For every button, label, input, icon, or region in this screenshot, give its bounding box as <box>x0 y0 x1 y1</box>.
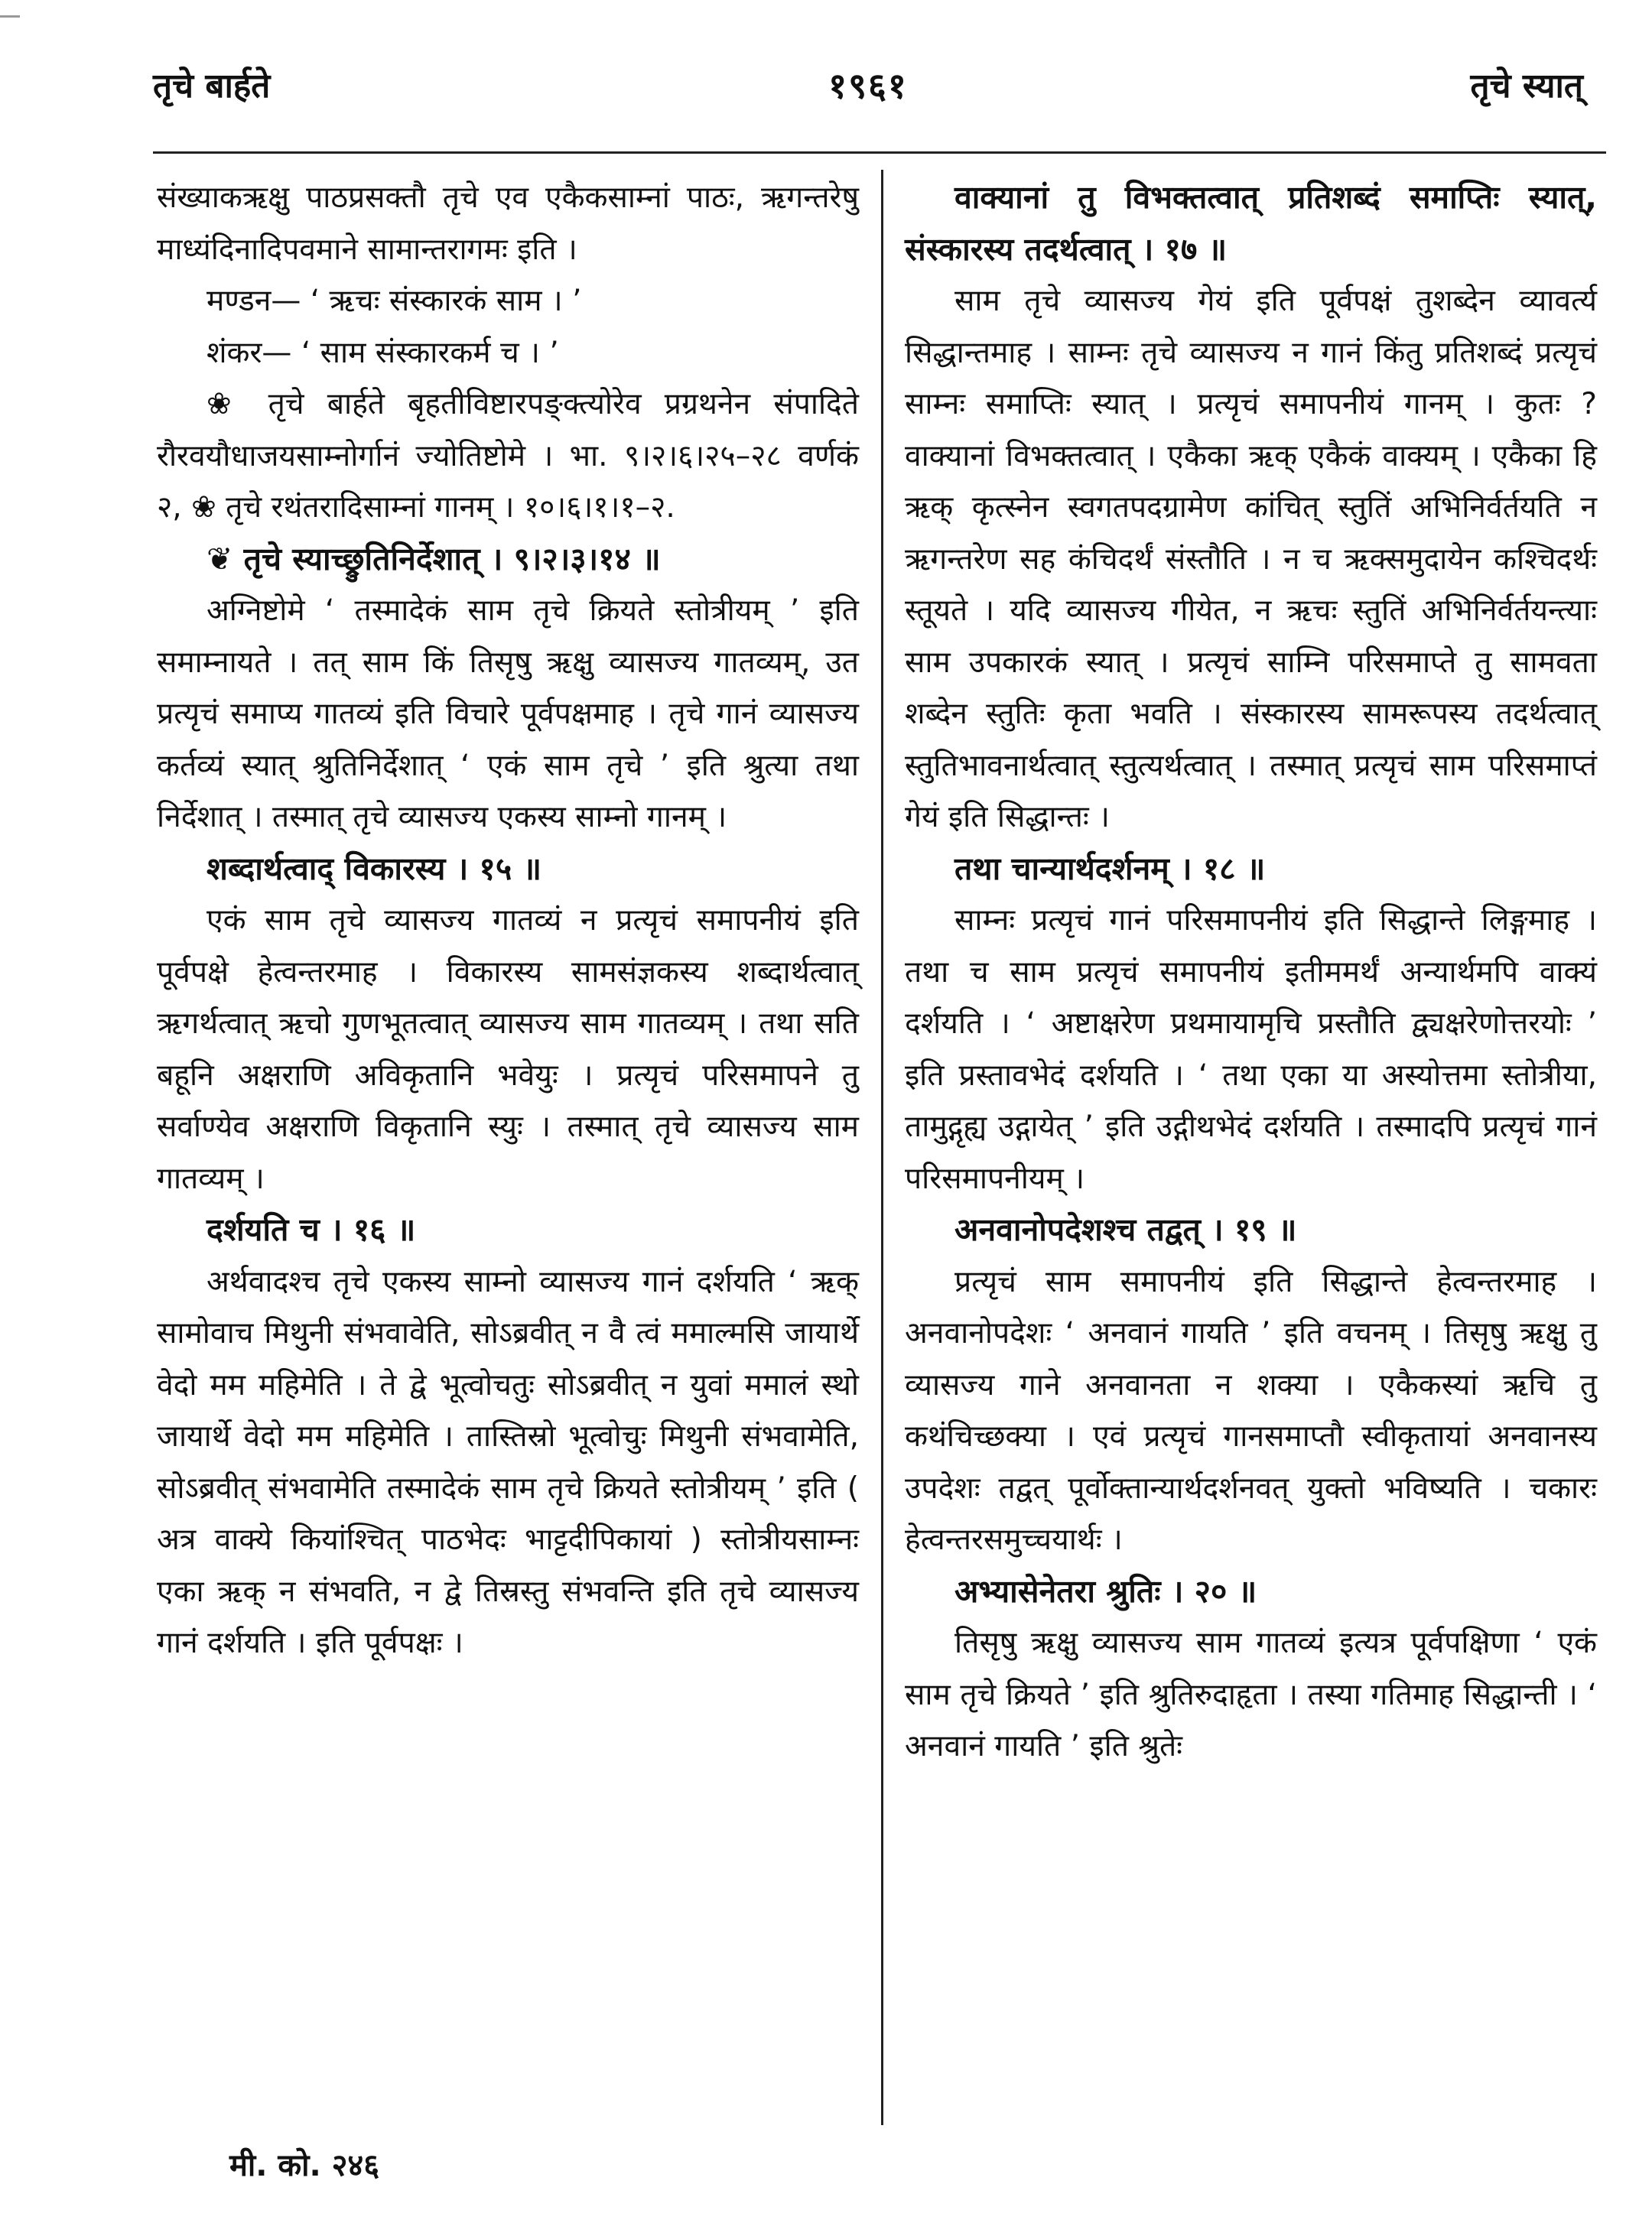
left-column <box>157 172 859 1669</box>
column-divider <box>881 170 883 2125</box>
paragraph: तिसृषु ऋक्षु व्यासज्य साम गातव्यं इत्यत्र पूर्वपक्षिणा ‘ एकं साम तृचे क्रियते ’ इति श्रुतिरुदाहृता । तस्या गतिमाह सिद्धान्ती । ‘ अनवानं गायति ’ इति श्रुतेः <box>905 1626 1597 1763</box>
sutra-heading: दर्शयति च । १६ ॥ <box>206 1211 416 1248</box>
running-head-right: तृचे स्यात् <box>1470 67 1583 106</box>
right-column <box>905 172 1597 1773</box>
footer-signature: मी. को. २४६ <box>229 2148 380 2183</box>
paragraph: अर्थवादश्च तृचे एकस्य साम्नो व्यासज्य गानं दर्शयति ‘ ऋक् सामोवाच मिथुनी संभवावेति, सोऽब्रवीत् न वै त्वं ममाल्मसि जायार्थे वेदो मम महिमेति । ते द्वे भूत्वोचतुः सोऽब्रवीत् न युवां ममालं स्थो जायार्थे वेदो मम महिमेति । तास्तिस्रो भूत्वोचुः मिथुनी संभवामेति, सोऽब्रवीत् संभवामेति तस्मादेकं साम तृचे क्रियते स्तोत्रीयम् ’ इति ( अत्र वाक्ये कियांश्चित् पाठभेदः भाट्टदीपिकायां ) स्तोत्रीयसाम्नः एका ऋक् न संभवति, न द्वे तिस्रस्तु संभवन्ति इति तृचे व्यासज्य गानं दर्शयति । इति पूर्वपक्षः । <box>157 1264 859 1660</box>
sutra-heading: शब्दार्थत्वाद् विकारस्य । १५ ॥ <box>206 850 542 887</box>
page-header <box>153 61 1583 130</box>
sutra-heading: अभ्यासेनेतरा श्रुतिः । २० ॥ <box>954 1572 1257 1610</box>
running-head-left: तृचे बार्हते <box>153 67 271 106</box>
paragraph: संख्याकऋक्षु पाठप्रसक्तौ तृचे एव एकैकसाम्नां पाठः, ऋगन्तरेषु माध्यंदिनादिपवमाने सामान्तरागमः इति । <box>157 180 859 267</box>
paragraph: प्रत्यृचं साम समापनीयं इति सिद्धान्ते हेत्वन्तरमाह । अनवानोपदेशः ‘ अनवानं गायति ’ इति वचनम् । तिसृषु ऋक्षु तु व्यासज्य गाने अनवानता न शक्या । एकैकस्यां ऋचि तु कथंचिच्छक्या । एवं प्रत्यृचं गानसमाप्तौ स्वीकृतायां अनवानस्य उपदेशः तद्वत् पूर्वोक्तान्यार्थदर्शनवत् युक्तो भविष्यति । चकारः हेत्वन्तरसमुच्चयार्थः । <box>905 1264 1597 1557</box>
sutra-heading: तथा चान्यार्थदर्शनम् । १८ ॥ <box>954 850 1266 887</box>
paragraph: ❀ तृचे बार्हते बृहतीविष्टारपङ्क्त्योरेव प्रग्रथनेन संपादिते रौरवयौधाजयसाम्नोर्गानं ज्योतिष्टोमे । भा. ९।२।६।२५–२८ वर्णकं २, ❀ तृचे रथंतरादिसाम्नां गानम् । १०।६।१।१–२. <box>157 387 859 525</box>
paragraph: शंकर— ‘ साम संस्कारकर्म च । ’ <box>206 335 559 370</box>
page-number: १९६१ <box>828 65 908 106</box>
paragraph: साम तृचे व्यासज्य गेयं इति पूर्वपक्षं तुशब्देन व्यावर्त्य सिद्धान्तमाह । साम्नः तृचे व्यासज्य न गानं किंतु प्रतिशब्दं प्रत्यृचं साम्नः समाप्तिः स्यात् । प्रत्यृचं समापनीयं गानम् । कुतः ? वाक्यानां विभक्तत्वात् । एकैका ऋक् एकैकं वाक्यम् । एकैका हि ऋक् कृत्स्नेन स्वगतपदग्रामेण कांचित् स्तुतिं अभिनिर्वर्तयति न ऋगन्तरेण सह कंचिदर्थं संस्तौति । न च ऋक्समुदायेन कश्चिदर्थः स्तूयते । यदि व्यासज्य गीयेत, न ऋचः स्तुतिं अभिनिर्वर्तयन्त्याः साम उपकारकं स्यात् । प्रत्यृचं साम्नि परिसमाप्ते तु सामवता शब्देन स्तुतिः कृता भवति । संस्कारस्य सामरूपस्य तदर्थत्वात् स्तुतिभावनार्थत्वात् स्तुत्यर्थत्वात् । तस्मात् प्रत्यृचं साम परिसमाप्तं गेयं इति सिद्धान्तः । <box>905 284 1597 834</box>
header-rule <box>153 151 1606 154</box>
paragraph: साम्नः प्रत्यृचं गानं परिसमापनीयं इति सिद्धान्ते लिङ्गमाह । तथा च साम प्रत्यृचं समापनीयं इतीममर्थं अन्यार्थमपि वाक्यं दर्शयति । ‘ अष्टाक्षरेण प्रथमायामृचि प्रस्तौति द्व्यक्षरेणोत्तरयोः ’ इति प्रस्तावभेदं दर्शयति । ‘ तथा एका या अस्योत्तमा स्तोत्रीया, तामुद्गृह्य उद्गायेत् ’ इति उद्गीथभेदं दर्शयति । तस्मादपि प्रत्यृचं गानं परिसमापनीयम् । <box>905 903 1597 1196</box>
sutra-heading: अनवानोपदेशश्च तद्वत् । १९ ॥ <box>954 1211 1297 1248</box>
scan-corner-mark <box>0 15 20 39</box>
paragraph: मण्डन— ‘ ऋचः संस्कारकं साम । ’ <box>206 284 582 318</box>
sutra-heading: ❦ तृचे स्याच्छ्रुतिनिर्देशात् । ९।२।३।१४ ॥ <box>206 540 661 577</box>
paragraph: एकं साम तृचे व्यासज्य गातव्यं न प्रत्यृचं समापनीयं इति पूर्वपक्षे हेत्वन्तरमाह । विकारस्य सामसंज्ञकस्य शब्दार्थत्वात् ऋगर्थत्वात् ऋचो गुणभूतत्वात् व्यासज्य साम गातव्यम् । तथा सति बहूनि अक्षराणि अविकृतानि भवेयुः । प्रत्यृचं परिसमापने तु सर्वाण्येव अक्षराणि विकृतानि स्युः । तस्मात् तृचे व्यासज्य साम गातव्यम् । <box>157 903 859 1196</box>
sutra-heading: वाक्यानां तु विभक्तत्वात् प्रतिशब्दं समाप्तिः स्यात्, संस्कारस्य तदर्थत्वात् । १७ ॥ <box>905 179 1597 268</box>
paragraph: अग्निष्टोमे ‘ तस्मादेकं साम तृचे क्रियते स्तोत्रीयम् ’ इति समाम्नायते । तत् साम किं तिसृषु ऋक्षु व्यासज्य गातव्यम्, उत प्रत्यृचं समाप्य गातव्यं इति विचारे पूर्वपक्षमाह । तृचे गानं व्यासज्य कर्तव्यं स्यात् श्रुतिनिर्देशात् ‘ एकं साम तृचे ’ इति श्रुत्या तथा निर्देशात् । तस्मात् तृचे व्यासज्य एकस्य साम्नो गानम् । <box>157 593 859 834</box>
